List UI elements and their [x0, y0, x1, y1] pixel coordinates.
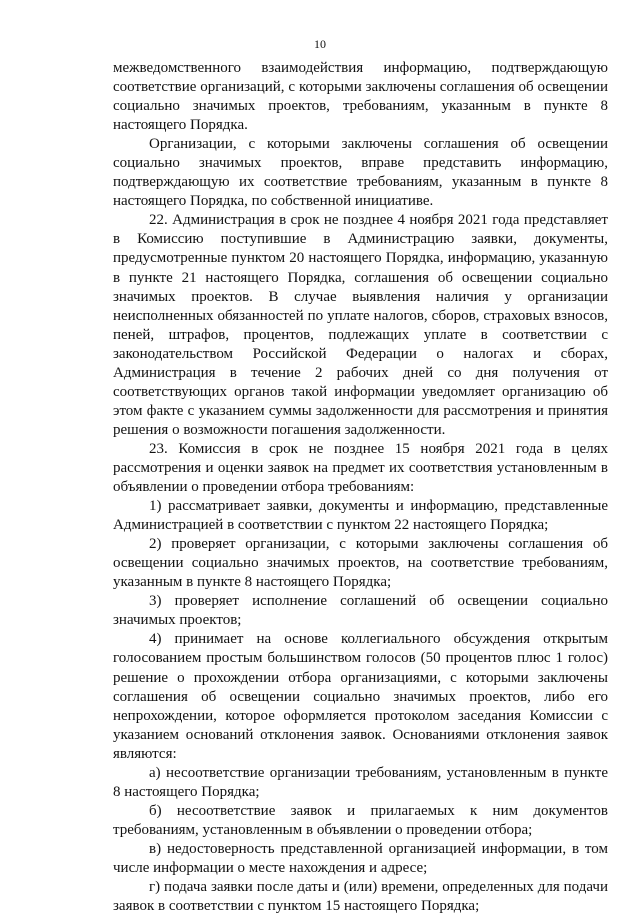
sub-item-b: б) несоответствие заявок и прилагаемых к ним документов требованиям, установленным в объявлении о проведении отбора; [113, 802, 608, 838]
paragraph-item-23: 23. Комиссия в срок не позднее 15 ноября 2021 года в целях рассмотрения и оценки заявок на предмет их соответствия установленным в объявлении о проведении отбора требованиям: [113, 440, 608, 496]
paragraph-item-22: 22. Администрация в срок не позднее 4 ноября 2021 года представляет в Комиссию поступившие в Администрацию заявки, документы, предусмотренные пунктом 20 настоящего Порядка, информацию, указанную в пункте 21 настоящего Порядка, соглашения об освещении социально значимых проектов. В случае выявления наличия у организации неисполненных обязанностей по уплате налогов, сборов, страховых взносов, пеней, штрафов, процентов, подлежащих уплате в соответствии с законодательством Российской Федерации о налогах и сборах, Администрация в течение 2 рабочих дней со дня получения от соответствующих органов такой информации уведомляет организацию об этом факте с указанием суммы задолженности для рассмотрения и принятия решения о возможности погашения задолженности. [113, 212, 608, 438]
sub-item-a: а) несоответствие организации требованиям, установленным в пункте 8 настоящего Порядка; [113, 764, 608, 800]
list-item-2: 2) проверяет организации, с которыми заключены соглашения об освещении социально значимых проектов, на соответствие требованиям, указанным в пункте 8 настоящего Порядка; [113, 536, 608, 591]
paragraph-organizations-initiative: Организации, с которыми заключены соглашения об освещении социально значимых проектов, вправе представить информацию, подтверждающую их соответствие требованиям, указанным в пункте 8 настоящего Порядка, по собственной инициативе. [113, 136, 608, 210]
sub-item-g: г) подача заявки после даты и (или) времени, определенных для подачи заявок в соответствии с пунктом 15 настоящего Порядка; [113, 879, 608, 915]
list-item-3: 3) проверяет исполнение соглашений об освещении социально значимых проектов; [113, 593, 608, 629]
list-item-1: 1) рассматривает заявки, документы и информацию, представленные Администрацией в соответствии с пунктом 22 настоящего Порядка; [113, 498, 608, 534]
sub-item-v: в) недостоверность представленной организацией информации, в том числе информации о месте нахождения и адресе; [113, 840, 608, 876]
document-body [113, 59, 608, 916]
page-number: 10 [314, 37, 326, 51]
paragraph-continuation: межведомственного взаимодействия информацию, подтверждающую соответствие организаций, с которыми заключены соглашения об освещении социально значимых проектов, требованиям, указанным в пункте 8 настоящего Порядка. [113, 60, 608, 134]
list-item-4: 4) принимает на основе коллегиального обсуждения открытым голосованием простым большинством голосов (50 процентов плюс 1 голос) решение о прохождении отбора организациями, с которыми заключены соглашения об освещении социально значимых проектов, либо его непрохождении, которое оформляется протоколом заседания Комиссии с указанием оснований отклонения заявок. Основаниями отклонения заявок являются: [113, 631, 608, 762]
